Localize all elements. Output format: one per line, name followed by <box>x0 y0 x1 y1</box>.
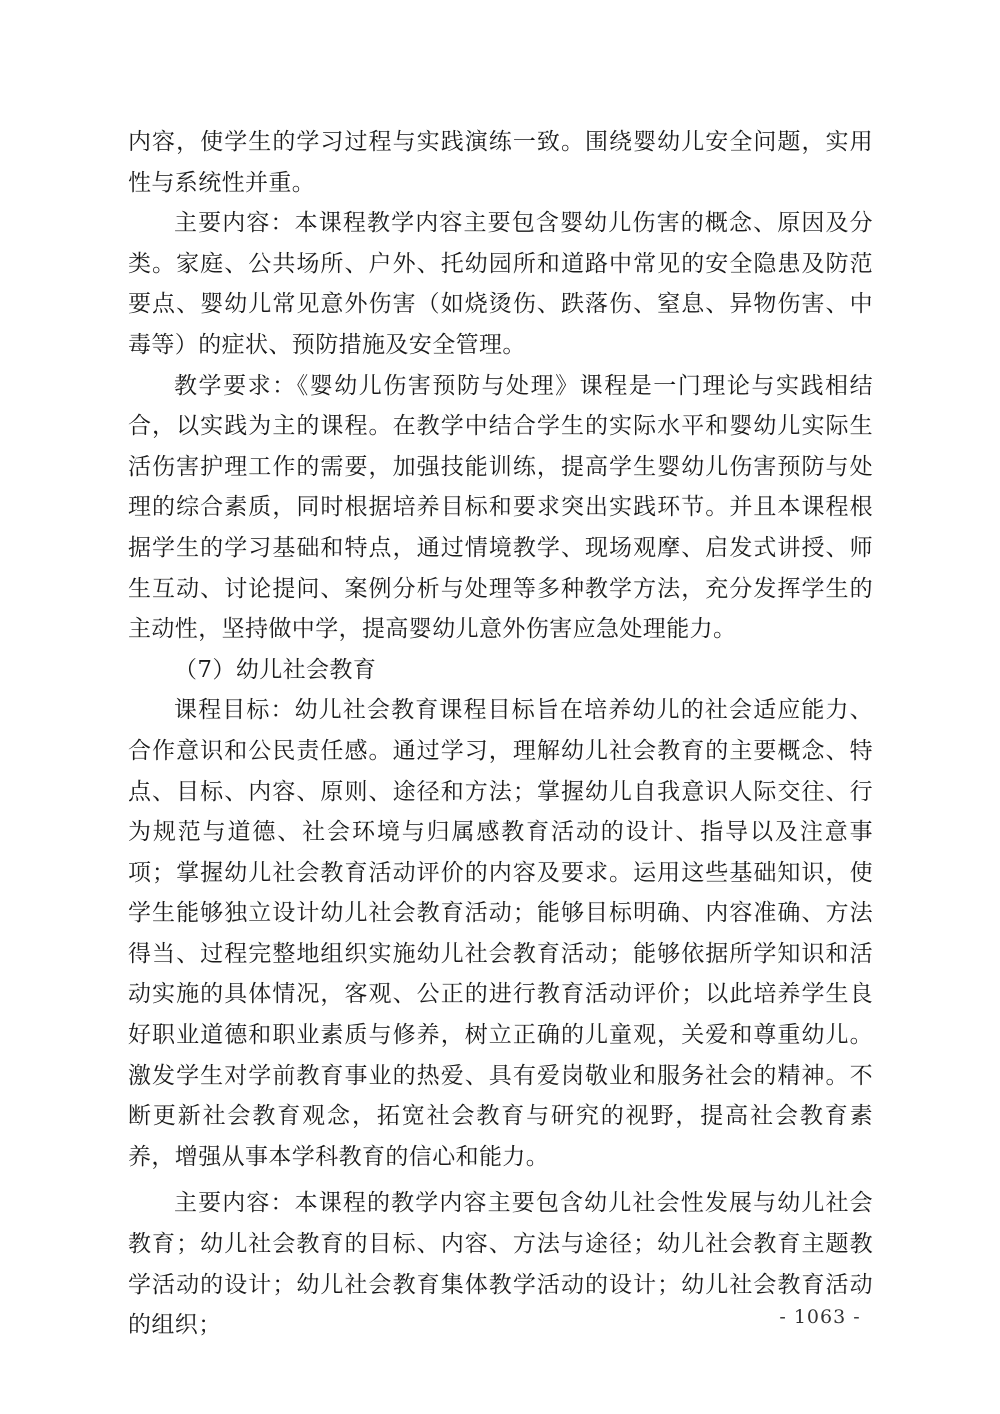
paragraph-main-content-injury-prevention: 主要内容：本课程教学内容主要包含婴幼儿伤害的概念、原因及分类。家庭、公共场所、户外、托幼园所和道路中常见的安全隐患及防范要点、婴幼儿常见意外伤害（如烧烫伤、跌落伤、窒息、异物伤害、中毒等）的症状、预防措施及安全管理。 <box>128 210 873 358</box>
paragraph-safety-intro-continuation: 内容，使学生的学习过程与实践演练一致。围绕婴幼儿安全问题，实用性与系统性并重。 <box>128 129 873 196</box>
paragraph-course-objectives: 课程目标：幼儿社会教育课程目标旨在培养幼儿的社会适应能力、合作意识和公民责任感。通过学习，理解幼儿社会教育的主要概念、特点、目标、内容、原则、途径和方法；掌握幼儿自我意识人际交往、行为规范与道德、社会环境与归属感教育活动的设计、指导以及注意事项；掌握幼儿社会教育活动评价的内容及要求。运用这些基础知识，使学生能够独立设计幼儿社会教育活动；能够目标明确、内容准确、方法得当、过程完整地组织实施幼儿社会教育活动；能够依据所学知识和活动实施的具体情况，客观、公正的进行教育活动评价；以此培养学生良好职业道德和职业素质与修养，树立正确的儿童观，关爱和尊重幼儿。激发学生对学前教育事业的热爱、具有爱岗敬业和服务社会的精神。不断更新社会教育观念，拓宽社会教育与研究的视野，提高社会教育素养，增强从事本学科教育的信心和能力。 <box>128 697 873 1170</box>
paragraph-teaching-requirements: 教学要求：《婴幼儿伤害预防与处理》课程是一门理论与实践相结合，以实践为主的课程。在教学中结合学生的实际水平和婴幼儿实际生活伤害护理工作的需要，加强技能训练，提高学生婴幼儿伤害预防与处理的综合素质，同时根据培养目标和要求突出实践环节。并且本课程根据学生的学习基础和特点，通过情境教学、现场观摩、启发式讲授、师生互动、讨论提问、案例分析与处理等多种教学方法，充分发挥学生的主动性，坚持做中学，提高婴幼儿意外伤害应急处理能力。 <box>128 372 873 643</box>
paragraph-main-content-social-education: 主要内容：本课程的教学内容主要包含幼儿社会性发展与幼儿社会教育；幼儿社会教育的目标、内容、方法与途径；幼儿社会教育主题教学活动的设计；幼儿社会教育集体教学活动的设计；幼儿社会教育活动的组织； <box>128 1190 873 1339</box>
section-heading-child-social-education: （7）幼儿社会教育 <box>174 656 377 683</box>
page-number: - 1063 - <box>779 1306 861 1328</box>
body-text <box>128 122 873 1346</box>
